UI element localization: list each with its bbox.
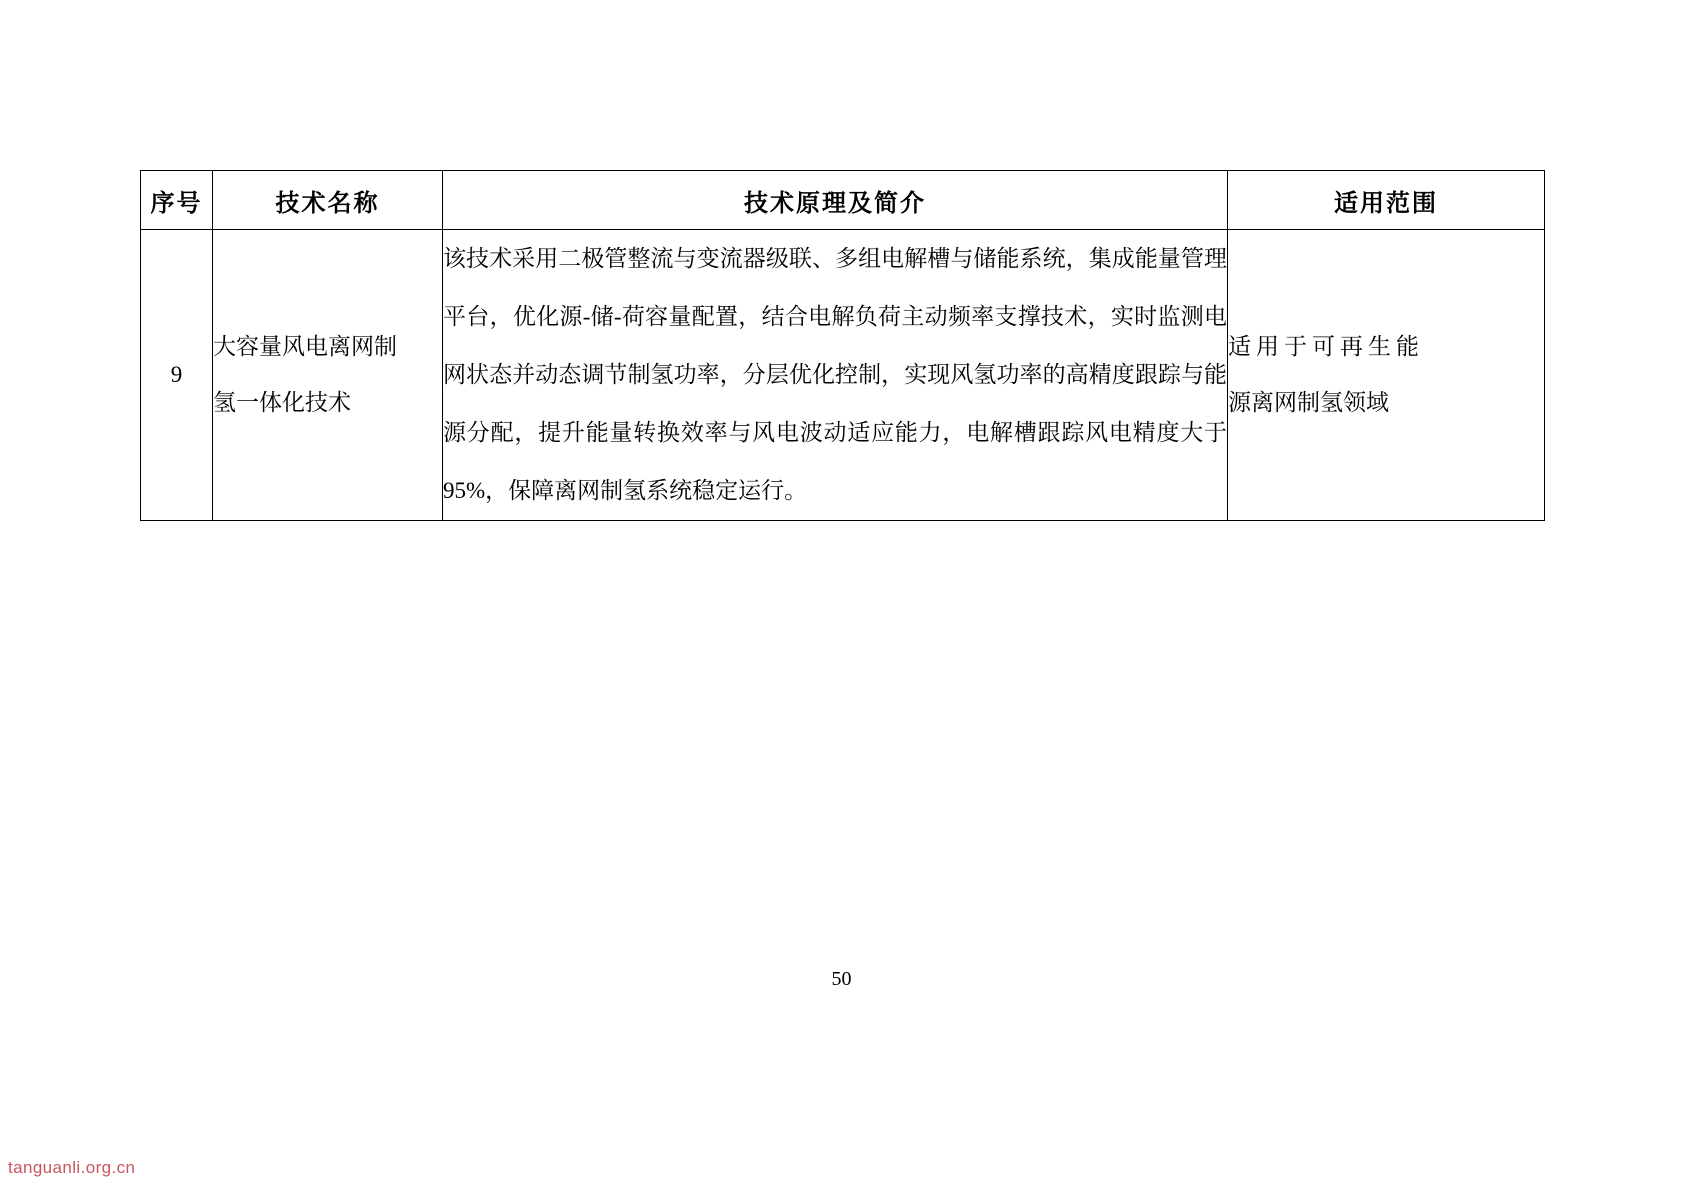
header-label-scope: 适用范围 xyxy=(1334,190,1438,217)
table-row xyxy=(141,230,1545,521)
cell-technology-name xyxy=(213,230,443,521)
page-number: 50 xyxy=(831,968,852,990)
technology-table xyxy=(140,170,1545,521)
technology-name-line-1: 大容量风电离网制 xyxy=(213,334,397,359)
application-scope-line-1: 适用于可再生能 xyxy=(1228,334,1424,359)
cell-technology-description: 该技术采用二极管整流与变流器级联、多组电解槽与储能系统，集成能量管理平台，优化源-储-荷容量配置，结合电解负荷主动频率支撑技术，实时监测电网状态并动态调节制氢功率，分层优化控制，实现风氢功率的高精度跟踪与能源分配，提升能量转换效率与风电波动适应能力，电解槽跟踪风电精度大于95%，保障离网制氢系统稳定运行。 xyxy=(443,230,1228,521)
header-cell-no xyxy=(141,171,213,230)
table-header-row xyxy=(141,171,1545,230)
header-label-description: 技术原理及简介 xyxy=(744,190,926,217)
application-scope-line-2: 源离网制氢领域 xyxy=(1228,390,1389,415)
header-label-no: 序号 xyxy=(150,190,203,217)
cell-row-number: 9 xyxy=(141,230,213,521)
cell-application-scope xyxy=(1228,230,1545,521)
header-cell-name xyxy=(213,171,443,230)
technology-name-line-2: 氢一体化技术 xyxy=(213,390,351,415)
header-cell-description xyxy=(443,171,1228,230)
header-label-name: 技术名称 xyxy=(275,190,380,217)
header-cell-scope xyxy=(1228,171,1545,230)
watermark-text: tanguanli.org.cn xyxy=(8,1158,136,1177)
